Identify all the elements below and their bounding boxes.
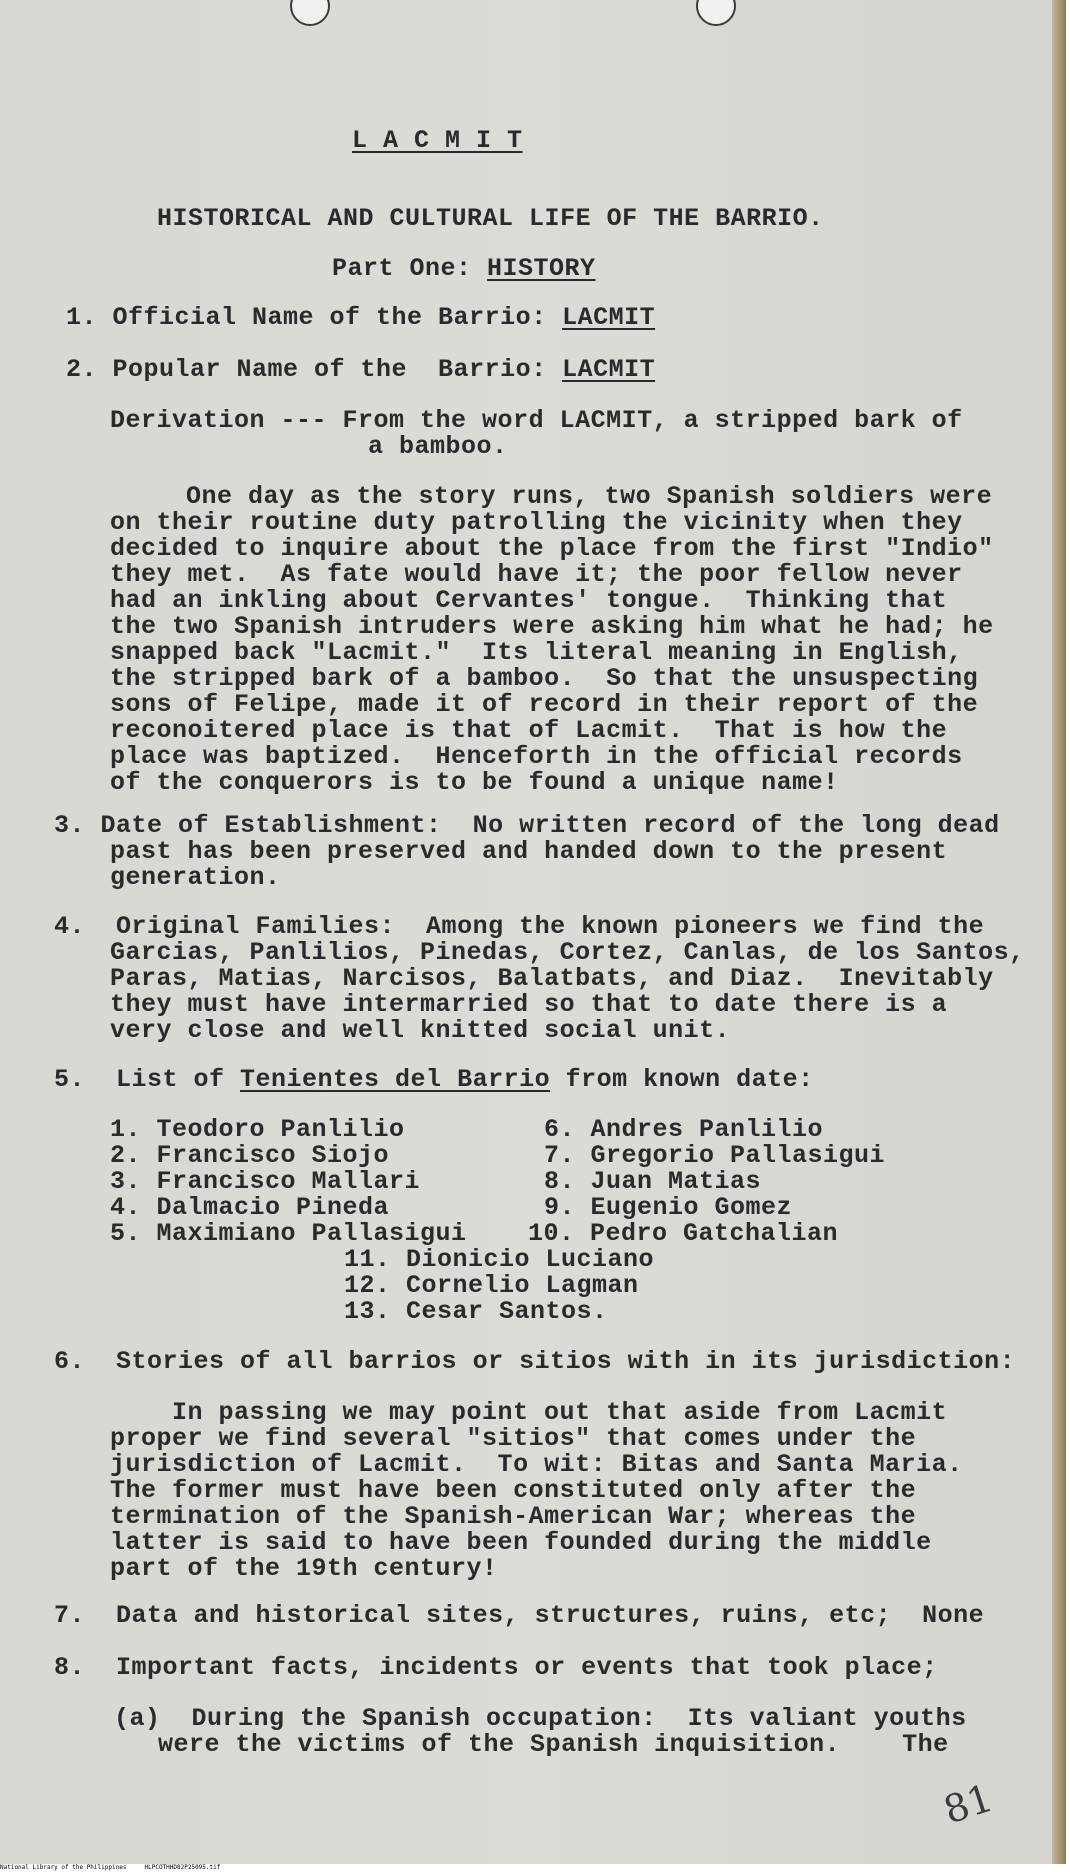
story-line: on their routine duty patrolling the vicinity when they: [110, 508, 963, 537]
derivation-line: Derivation --- From the word LACMIT, a stripped bark of: [110, 406, 963, 435]
teniente-entry: 4. Dalmacio Pineda: [110, 1193, 390, 1222]
item-historical-sites: 7. Data and historical sites, structures, ruins, etc; None: [54, 1601, 985, 1630]
teniente-entry: 7. Gregorio Pallasigui: [544, 1141, 886, 1170]
item4-line: they must have intermarried so that to date there is a: [110, 990, 948, 1019]
part-heading: Part One: HISTORY: [332, 254, 596, 283]
item4-line: Garcias, Panlilios, Pinedas, Cortez, Canlas, de los Santos,: [110, 938, 1025, 967]
document-title: L A C M I T: [352, 126, 523, 155]
sitios-line: latter is said to have been founded during the middle: [110, 1528, 932, 1557]
sitios-line: In passing we may point out that aside from Lacmit: [172, 1398, 948, 1427]
binder-hole-right: [696, 0, 736, 26]
item3-line: 3. Date of Establishment: No written record of the long dead: [54, 811, 1000, 840]
item-tenientes-heading: 5. List of Tenientes del Barrio from known date:: [54, 1065, 814, 1094]
binder-hole-left: [290, 0, 330, 26]
teniente-entry: 3. Francisco Mallari: [110, 1167, 421, 1196]
story-line: sons of Felipe, made it of record in their report of the: [110, 690, 979, 719]
story-line: had an inkling about Cervantes' tongue. Thinking that: [110, 586, 948, 615]
handwritten-page-number: 81: [938, 1775, 998, 1833]
story-line: decided to inquire about the place from the first "Indio": [110, 534, 994, 563]
story-line: the two Spanish intruders were asking him what he had; he: [110, 612, 994, 641]
teniente-entry: 2. Francisco Siojo: [110, 1141, 390, 1170]
item-popular-name: 2. Popular Name of the Barrio: LACMIT: [66, 355, 656, 384]
derivation-line: a bamboo.: [368, 432, 508, 461]
teniente-entry: 1. Teodoro Panlilio: [110, 1115, 405, 1144]
item8a-line: were the victims of the Spanish inquisition. The: [158, 1730, 949, 1759]
item-important-facts: 8. Important facts, incidents or events that took place;: [54, 1653, 938, 1682]
item4-line: very close and well knitted social unit.: [110, 1016, 731, 1045]
item3-line: generation.: [110, 863, 281, 892]
story-line: the stripped bark of a bamboo. So that the unsuspecting: [110, 664, 979, 693]
sitios-line: The former must have been constituted only after the: [110, 1476, 917, 1505]
story-line: One day as the story runs, two Spanish soldiers were: [186, 482, 993, 511]
archive-footer: National Library of the Philippines HLPCOTHHD82P25095.tif: [0, 1864, 1070, 1872]
teniente-entry: 11. Dionicio Luciano: [344, 1245, 655, 1274]
item-official-name: 1. Official Name of the Barrio: LACMIT: [66, 303, 656, 332]
sitios-line: termination of the Spanish-American War; whereas the: [110, 1502, 917, 1531]
teniente-entry: 5. Maximiano Pallasigui: [110, 1219, 467, 1248]
story-line: of the conquerors is to be found a unique name!: [110, 768, 839, 797]
story-line: reconoitered place is that of Lacmit. That is how the: [110, 716, 948, 745]
teniente-entry: 13. Cesar Santos.: [344, 1297, 608, 1326]
story-line: place was baptized. Henceforth in the official records: [110, 742, 963, 771]
teniente-entry: 6. Andres Panlilio: [544, 1115, 824, 1144]
item-stories-heading: 6. Stories of all barrios or sitios with in its jurisdiction:: [54, 1347, 1016, 1376]
teniente-entry: 9. Eugenio Gomez: [544, 1193, 793, 1222]
item4-line: 4. Original Families: Among the known pioneers we find the: [54, 912, 985, 941]
document-subtitle: HISTORICAL AND CULTURAL LIFE OF THE BARRIO.: [157, 204, 824, 233]
item4-line: Paras, Matias, Narcisos, Balatbats, and Diaz. Inevitably: [110, 964, 994, 993]
sitios-line: jurisdiction of Lacmit. To wit: Bitas and Santa Maria.: [110, 1450, 963, 1479]
teniente-entry: 12. Cornelio Lagman: [344, 1271, 639, 1300]
story-line: snapped back "Lacmit." Its literal meaning in English,: [110, 638, 963, 667]
item8a-line: (a) During the Spanish occupation: Its valiant youths: [114, 1704, 967, 1733]
story-line: they met. As fate would have it; the poor fellow never: [110, 560, 963, 589]
sitios-line: part of the 19th century!: [110, 1554, 498, 1583]
teniente-entry: 10. Pedro Gatchalian: [528, 1219, 839, 1248]
sitios-line: proper we find several "sitios" that comes under the: [110, 1424, 917, 1453]
teniente-entry: 8. Juan Matias: [544, 1167, 762, 1196]
item3-line: past has been preserved and handed down to the present: [110, 837, 948, 866]
page-edge: [1052, 0, 1066, 1864]
